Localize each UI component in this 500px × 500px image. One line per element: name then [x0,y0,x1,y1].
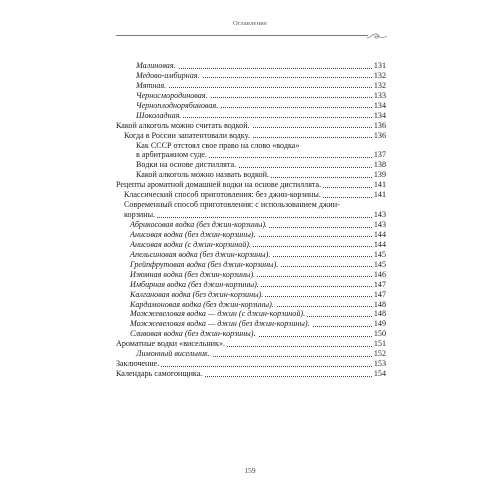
toc-page-number: 147 [373,279,386,289]
header-rule [116,35,368,36]
toc-page-number: 141 [373,180,386,190]
toc-page-number: 149 [373,319,386,329]
toc-entry-title: Шоколадная. [136,110,182,120]
toc-entry [116,270,386,280]
toc-page-number: 133 [373,90,386,100]
toc-entry [116,220,386,230]
toc-entry [116,280,386,290]
toc-entry-title: Анисовая водка (с джин-корзиной). [130,239,252,249]
toc-entry-title: Когда в России запатентовали водку. [124,130,250,140]
toc-entry-title: Какой алкоголь можно назвать водкой. [136,170,269,180]
toc-entry [116,141,386,151]
toc-page-number: 132 [373,80,386,90]
toc-page-number: 137 [373,150,386,160]
toc-entry-title: Можжевеловая водка — джин (с джин-корзиной). [130,309,306,319]
toc-entry-title: Малиновая. [136,61,176,70]
toc-page-number: 132 [373,70,386,80]
toc-entry-title: Как СССР отстоял свое право на слово «водка» [136,140,300,150]
toc-page-number: 153 [373,359,386,369]
toc-page-number: 136 [373,130,386,140]
toc-entry [116,190,386,200]
toc-entry-title: Анисовая водка (без джин-корзины). [130,229,256,239]
toc-page-number: 141 [373,190,386,200]
table-of-contents [116,61,386,379]
toc-page-number: 151 [373,339,386,349]
toc-entry [116,359,386,369]
toc-page-number: 150 [373,329,386,339]
toc-page-number: 138 [373,160,386,170]
toc-entry [116,309,386,319]
toc-page-number: 148 [373,299,386,309]
toc-entry [116,160,386,170]
toc-page-number: 152 [373,349,386,359]
toc-entry-title: Сливовая водка (без джин-корзины). [130,329,256,339]
toc-entry-title: Какой алкоголь можно считать водкой. [116,120,250,130]
toc-entry [116,240,386,250]
running-header: Оглавление [232,20,268,27]
toc-entry [116,349,386,359]
toc-page-number: 145 [373,259,386,269]
toc-entry [116,61,386,71]
toc-entry [116,71,386,81]
toc-entry-title: Грейпфрутовая водка (без джин-корзины). [130,259,279,269]
toc-entry [116,200,386,210]
page-number: 159 [244,466,256,475]
toc-page-number: 131 [373,61,386,70]
toc-entry-title: Черноплоднорябиновая. [136,100,219,110]
toc-page-number: 134 [373,100,386,110]
toc-entry-title: Черносмородиновая. [136,90,208,100]
toc-entry [116,260,386,270]
toc-entry-title: Современный способ приготовления: с использованием джин- [124,200,340,210]
flourish-ornament-icon [366,30,388,41]
toc-page-number: 144 [373,229,386,239]
toc-entry-title: в арбитражном суде. [136,150,207,160]
toc-entry-title: Изюмная водка (без джин-корзины). [130,269,256,279]
toc-page-number: 139 [373,170,386,180]
toc-entry [116,150,386,160]
toc-leader-dots [140,87,372,88]
toc-entry-title: Ароматные водки «висельник». [116,339,226,349]
toc-entry [116,329,386,339]
toc-entry [116,91,386,101]
toc-page-number: 144 [373,239,386,249]
toc-entry-title: Можжевеловая водка — джин (без джин-корзины). [130,319,310,329]
toc-entry [116,339,386,349]
toc-entry [116,81,386,91]
toc-entry-title: Мятная. [136,80,167,90]
toc-entry-title: Калгановая водка (без джин-корзины). [130,289,264,299]
toc-entry-title: Кардамоновая водка (без джин-корзины). [130,299,274,309]
toc-entry [116,250,386,260]
toc-entry [116,369,386,379]
toc-entry [116,170,386,180]
toc-page-number: 146 [373,269,386,279]
toc-page-number: 147 [373,289,386,299]
toc-entry [116,101,386,111]
toc-entry-title: корзины. [124,210,156,220]
toc-page-number: 148 [373,309,386,319]
toc-entry [116,290,386,300]
toc-entry-title: Абрикосовая водка (без джин-корзины). [130,220,268,229]
toc-entry [116,121,386,131]
toc-entry-title: Водки на основе дистиллята. [136,160,237,170]
toc-page-number: 136 [373,120,386,130]
toc-entry [116,180,386,190]
toc-entry [116,230,386,240]
toc-entry-title: Лимонный висельник. [136,349,210,359]
toc-leader-dots [128,217,372,218]
toc-entry [116,210,386,220]
toc-entry-title: Апельсиновая водка (без джин-корзины). [130,249,271,259]
toc-page-number: 134 [373,110,386,120]
toc-page-number: 154 [373,369,386,379]
toc-entry-title: Заключение. [116,359,160,369]
toc-entry-title: Медово-имбирная. [136,70,200,80]
toc-entry [116,300,386,310]
toc-page-number: 143 [373,210,386,220]
toc-entry [116,319,386,329]
toc-page-number: 145 [373,249,386,259]
toc-entry-title: Календарь самогонщика. [116,369,203,379]
toc-entry-title: Рецепты ароматной домашней водки на основе дистиллята. [116,180,322,190]
toc-page-number: 143 [373,220,386,229]
toc-entry-title: Имбирная водка (без джин-корзины). [130,279,259,289]
toc-entry [116,111,386,121]
toc-entry-title: Классический способ приготовления: без джин-корзины. [124,190,321,200]
toc-entry [116,131,386,141]
